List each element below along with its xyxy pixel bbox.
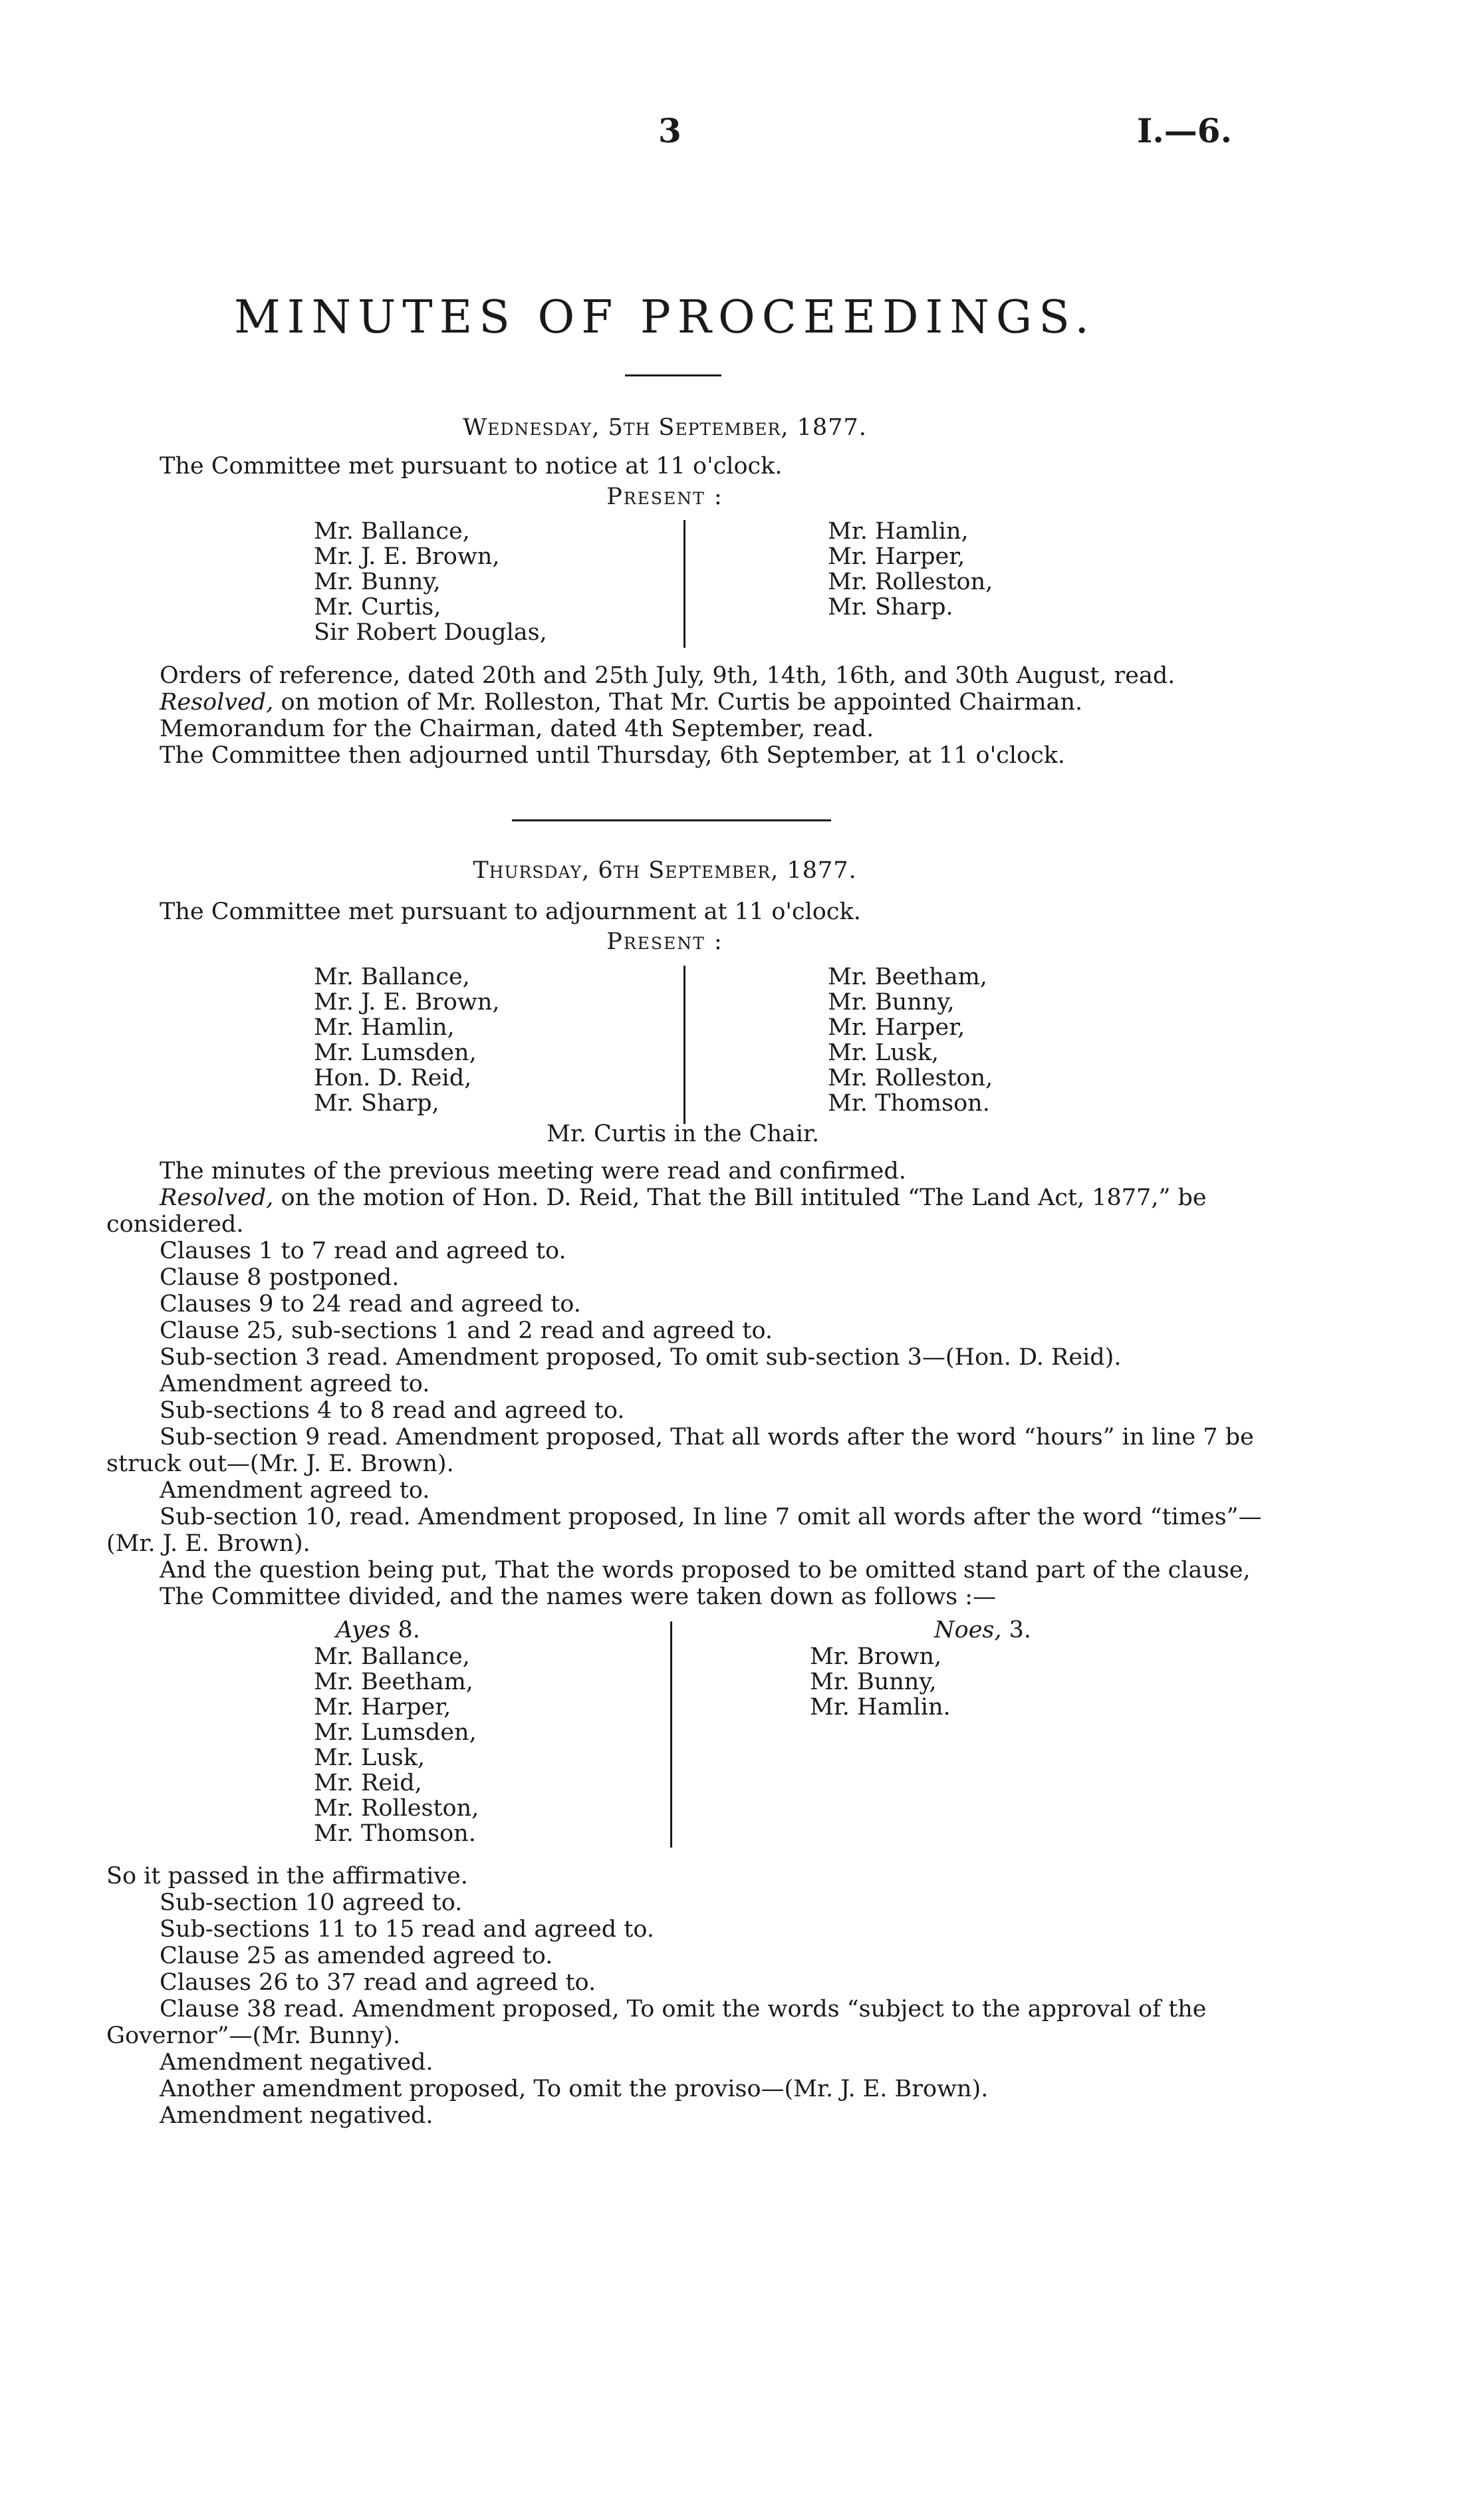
meeting1-orders: Orders of reference, dated 20th and 25th July, 9th, 14th, 16th, and 30th August, read. <box>160 662 1175 689</box>
meeting1-date: Wednesday, 5th September, 1877. <box>463 414 867 441</box>
proceeding-line: Another amendment proposed, To omit the proviso—(Mr. J. E. Brown). <box>160 2076 989 2102</box>
aye-member: Mr. Beetham, <box>314 1669 473 1695</box>
meeting1-resolution <box>160 690 1082 715</box>
meeting1-adjourned: The Committee then adjourned until Thursday, 6th September, at 11 o'clock. <box>160 742 1066 769</box>
noes-list <box>810 1644 951 1720</box>
aye-member: Mr. Thomson. <box>314 1820 476 1847</box>
meeting2-resolution <box>160 1185 1207 1210</box>
no-member: Mr. Bunny, <box>810 1669 937 1695</box>
noes-count: 3. <box>1009 1617 1032 1643</box>
subsection9-continuation: struck out—(Mr. J. E. Brown). <box>106 1451 454 1477</box>
subsection10-continuation: (Mr. J. E. Brown). <box>106 1530 310 1557</box>
noes-label: Noes, <box>934 1617 1002 1643</box>
aye-member: Mr. Ballance, <box>314 1643 470 1670</box>
proceeding-line: Amendment agreed to. <box>160 1371 430 1397</box>
subsection10-line: Sub-section 10, read. Amendment proposed, In line 7 omit all words after the word “times”— <box>160 1504 1262 1530</box>
ayes-list <box>314 1644 479 1846</box>
meeting1-memorandum: Memorandum for the Chairman, dated 4th September, read. <box>160 716 874 742</box>
proceeding-line: Clause 8 postponed. <box>160 1264 400 1291</box>
proceeding-line: Sub-section 3 read. Amendment proposed, To omit sub-section 3—(Hon. D. Reid). <box>160 1344 1122 1371</box>
division-divider <box>670 1621 672 1848</box>
no-member: Mr. Hamlin. <box>810 1694 951 1721</box>
question-line: And the question being put, That the words proposed to be omitted stand part of the clause, <box>160 1557 1251 1584</box>
resolution-text: on motion of Mr. Rolleston, That Mr. Curtis be appointed Chairman. <box>281 689 1083 716</box>
proceeding-line: Amendment negatived. <box>160 2102 433 2129</box>
member-name: Hon. D. Reid, <box>314 1065 472 1091</box>
meeting2-members-left <box>314 964 500 1116</box>
page-number: 3 <box>658 111 681 150</box>
proceeding-line: Clauses 26 to 37 read and agreed to. <box>160 1969 596 1996</box>
meeting1-opening: The Committee met pursuant to notice at 11 o'clock. <box>160 453 783 480</box>
no-member: Mr. Brown, <box>810 1643 942 1670</box>
member-name: Mr. Harper, <box>828 1014 965 1041</box>
meeting2-present-label: Present : <box>606 928 723 955</box>
clause38-line: Clause 38 read. Amendment proposed, To omit the words “subject to the approval of the <box>160 1996 1207 2022</box>
aye-member: Mr. Harper, <box>314 1694 451 1721</box>
resolved-word: Resolved, <box>160 689 274 716</box>
meeting2-opening: The Committee met pursuant to adjournment at 11 o'clock. <box>160 899 861 925</box>
aye-member: Mr. Reid, <box>314 1770 422 1796</box>
member-name: Mr. J. E. Brown, <box>314 543 500 570</box>
member-name: Mr. Curtis, <box>314 594 441 621</box>
divided-line: The Committee divided, and the names were taken down as follows :— <box>160 1584 997 1610</box>
ayes-count: 8. <box>398 1617 420 1643</box>
proceeding-line: Clauses 1 to 7 read and agreed to. <box>160 1238 566 1264</box>
member-name: Mr. Ballance, <box>314 518 470 545</box>
ayes-label: Ayes <box>336 1617 391 1643</box>
affirmative-line: So it passed in the affirmative. <box>106 1863 468 1889</box>
member-name: Mr. Hamlin, <box>828 518 969 545</box>
proceeding-line: Clauses 9 to 24 read and agreed to. <box>160 1291 581 1318</box>
subsection9-result: Amendment agreed to. <box>160 1477 430 1504</box>
proceeding-line: Sub-section 10 agreed to. <box>160 1889 463 1916</box>
member-name: Mr. Sharp, <box>314 1090 439 1117</box>
members-divider <box>683 966 685 1124</box>
member-name: Mr. Hamlin, <box>314 1014 455 1041</box>
meeting2-date: Thursday, 6th September, 1877. <box>473 857 857 884</box>
member-name: Mr. Bunny, <box>314 569 441 595</box>
aye-member: Mr. Lusk, <box>314 1744 426 1771</box>
proceeding-line: Sub-sections 4 to 8 read and agreed to. <box>160 1397 625 1424</box>
ayes-heading <box>336 1617 420 1643</box>
page-title: MINUTES OF PROCEEDINGS. <box>233 291 1096 344</box>
meeting1-present-label: Present : <box>606 484 723 510</box>
member-name: Mr. J. E. Brown, <box>314 989 500 1016</box>
subsection9-line: Sub-section 9 read. Amendment proposed, That all words after the word “hours” in line 7 be <box>160 1424 1254 1451</box>
proceeding-line: Sub-sections 11 to 15 read and agreed to. <box>160 1916 654 1943</box>
title-rule <box>625 374 721 376</box>
meeting2-members-right <box>828 964 993 1116</box>
members-divider <box>683 520 685 648</box>
member-name: Mr. Harper, <box>828 543 965 570</box>
document-id: I.—6. <box>1137 111 1232 150</box>
member-name: Mr. Sharp. <box>828 594 953 621</box>
member-name: Sir Robert Douglas, <box>314 619 547 646</box>
minutes-confirmed: The minutes of the previous meeting were read and confirmed. <box>160 1158 906 1184</box>
clause38-continuation: Governor”—(Mr. Bunny). <box>106 2022 401 2049</box>
resolution-text: on the motion of Hon. D. Reid, That the Bill intituled “The Land Act, 1877,” be <box>281 1184 1207 1211</box>
member-name: Mr. Rolleston, <box>828 1065 993 1091</box>
proceeding-line: Amendment negatived. <box>160 2049 433 2076</box>
aye-member: Mr. Rolleston, <box>314 1795 479 1822</box>
chair-line: Mr. Curtis in the Chair. <box>547 1121 820 1147</box>
proceeding-line: Clause 25, sub-sections 1 and 2 read and agreed to. <box>160 1318 773 1344</box>
member-name: Mr. Beetham, <box>828 964 987 990</box>
section-rule <box>512 819 831 821</box>
member-name: Mr. Rolleston, <box>828 569 993 595</box>
meeting1-members-right <box>828 519 993 620</box>
member-name: Mr. Lumsden, <box>314 1040 477 1066</box>
proceeding-line: Clause 25 as amended agreed to. <box>160 1943 553 1969</box>
noes-heading <box>934 1617 1031 1643</box>
member-name: Mr. Bunny, <box>828 989 955 1016</box>
resolved-word: Resolved, <box>160 1184 274 1211</box>
meeting1-members-left <box>314 519 547 645</box>
member-name: Mr. Thomson. <box>828 1090 990 1117</box>
resolution-continuation: considered. <box>106 1211 244 1238</box>
aye-member: Mr. Lumsden, <box>314 1719 477 1746</box>
member-name: Mr. Ballance, <box>314 964 470 990</box>
member-name: Mr. Lusk, <box>828 1040 939 1066</box>
